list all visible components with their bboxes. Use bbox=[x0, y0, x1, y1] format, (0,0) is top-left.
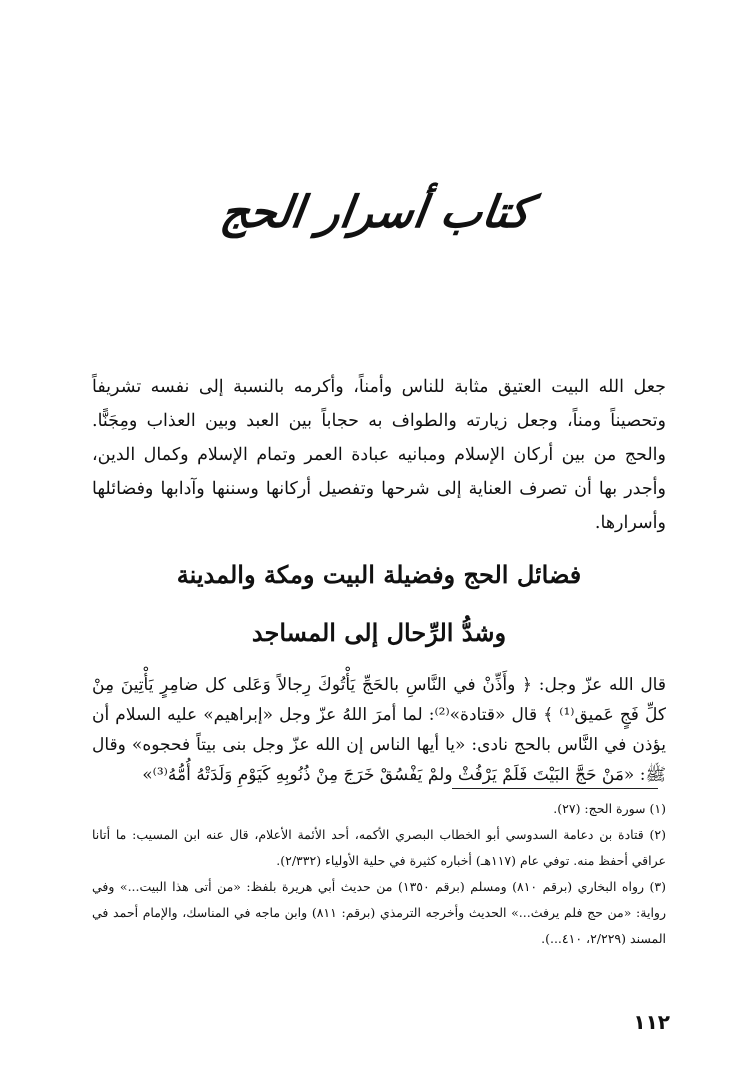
body-paragraph: قال الله عزّ وجل: ﴿ وأَذِّنْ في النَّاسِ بالحَجِّ يَأْتُوكَ رِجالاً وَعَلى كل ضامِرٍ يَأْتِينَ مِنْ كلِّ فَجٍ عَميق⁽¹⁾ ﴾ قال «قتادة»⁽²⁾: لما أمرَ اللهُ عزّ وجل «إبراهيم» عليه السلام أن يؤذن في النَّاس بالحج نادى: «يا أيها الناس إن الله عزّ وجل بنى بيتاً فحجوه» وقال ﷺ: «مَنْ حَجَّ البَيْتَ فَلَمْ يَرْفُثْ ولمْ يَفْسُقْ خَرَجَ مِنْ ذُنُوبِهِ كَيَوْمِ وَلَدَتْهُ أُمُّهُ⁽³⁾» bbox=[92, 675, 666, 785]
section-heading-sub: وشدُّ الرِّحال إلى المساجد bbox=[251, 618, 507, 647]
book-title-text: كتاب أسرار الحج bbox=[216, 186, 534, 238]
footnote-3: (٣) رواه البخاري (برقم ٨١٠) ومسلم (برقم ١٣٥٠) من حديث أبي هريرة بلفظ: «من أتى هذا البيت...» وفي رواية: «من حج فلم يرفث...» الحديث وأخرجه الترمذي (برقم: ٨١١) وابن ماجه في المناسك، والإمام أحمد في المسند (٢/٢٢٩، ٤١٠...). bbox=[92, 879, 667, 946]
intro-paragraph: جعل الله البيت العتيق مثابة للناس وأمناً، وأكرمه بالنسبة إلى نفسه تشريفاً وتحصيناً ومناً، وجعل زيارته والطواف به حجاباً بين العبد وبين العذاب ومِجَنًّا. والحج من بين أركان الإسلام ومبانيه عبادة العمر وتمام الإسلام وكمال الدين، وأجدر بها أن تصرف العناية إلى شرحها وتفصيل أركانها وسننها وآدابها وفضائلها وأسرارها. bbox=[92, 377, 666, 533]
footnote-2: (٢) قتادة بن دعامة السدوسي أبو الخطاب البصري الأكمه، أحد الأئمة الأعلام، قال عنه ابن المسيب: ما أتانا عراقي أحفظ منه. توفي عام (١١٧هـ) أخباره كثيرة في حلية الأولياء (٢/٣٣٢). bbox=[92, 827, 666, 868]
book-title-calligraphy bbox=[200, 172, 550, 252]
footnote-divider bbox=[452, 788, 658, 789]
footnotes bbox=[92, 796, 666, 952]
page-number: ١١٢ bbox=[633, 1010, 670, 1034]
footnote-1: (١) سورة الحج: (٢٧). bbox=[553, 801, 666, 816]
section-heading-main: فضائل الحج وفضيلة البيت ومكة والمدينة bbox=[176, 560, 582, 589]
